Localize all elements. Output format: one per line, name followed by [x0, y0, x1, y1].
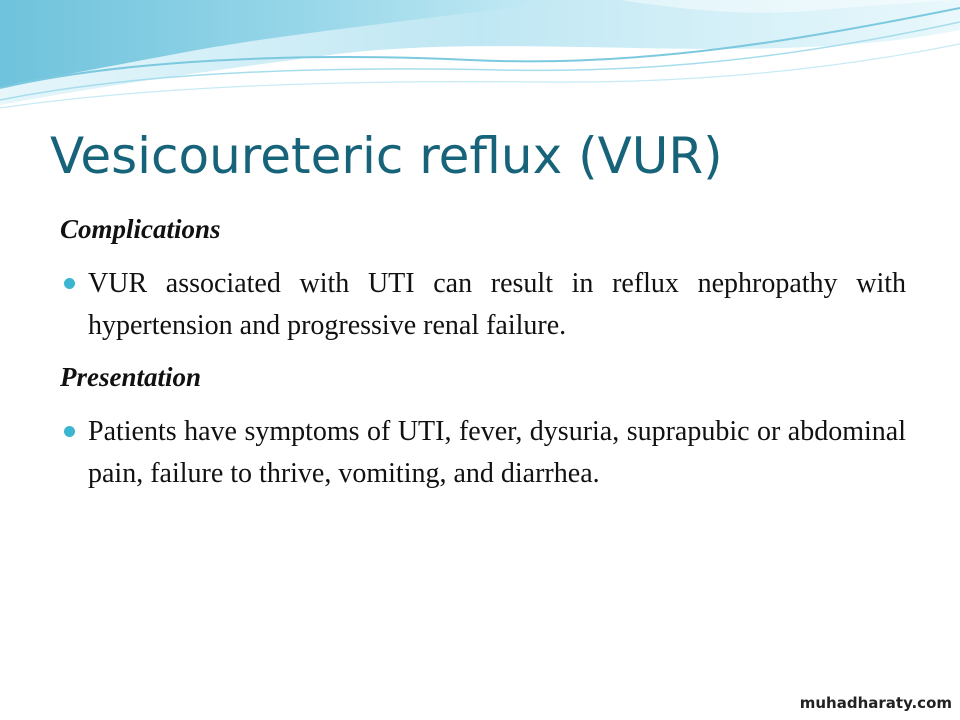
- section-heading-presentation: Presentation: [60, 362, 202, 392]
- slide-content: [60, 205, 906, 495]
- bullet-text: VUR associated with UTI can result in reflux nephropathy with hypertension and progressive renal failure.: [88, 268, 906, 341]
- bullet-dot-icon: [64, 426, 75, 437]
- bullet-item: [60, 263, 906, 347]
- header-wave-decoration: [0, 0, 960, 130]
- watermark: muhadharaty.com: [799, 694, 952, 712]
- bullet-item: [60, 411, 906, 495]
- slide-title: Vesicoureteric reflux (VUR): [50, 127, 723, 185]
- bullet-dot-icon: [64, 278, 75, 289]
- section-heading-complications: Complications: [60, 214, 221, 244]
- bullet-text: Patients have symptoms of UTI, fever, dysuria, suprapubic or abdominal pain, failure to thrive, vomiting, and diarrhea.: [88, 416, 906, 489]
